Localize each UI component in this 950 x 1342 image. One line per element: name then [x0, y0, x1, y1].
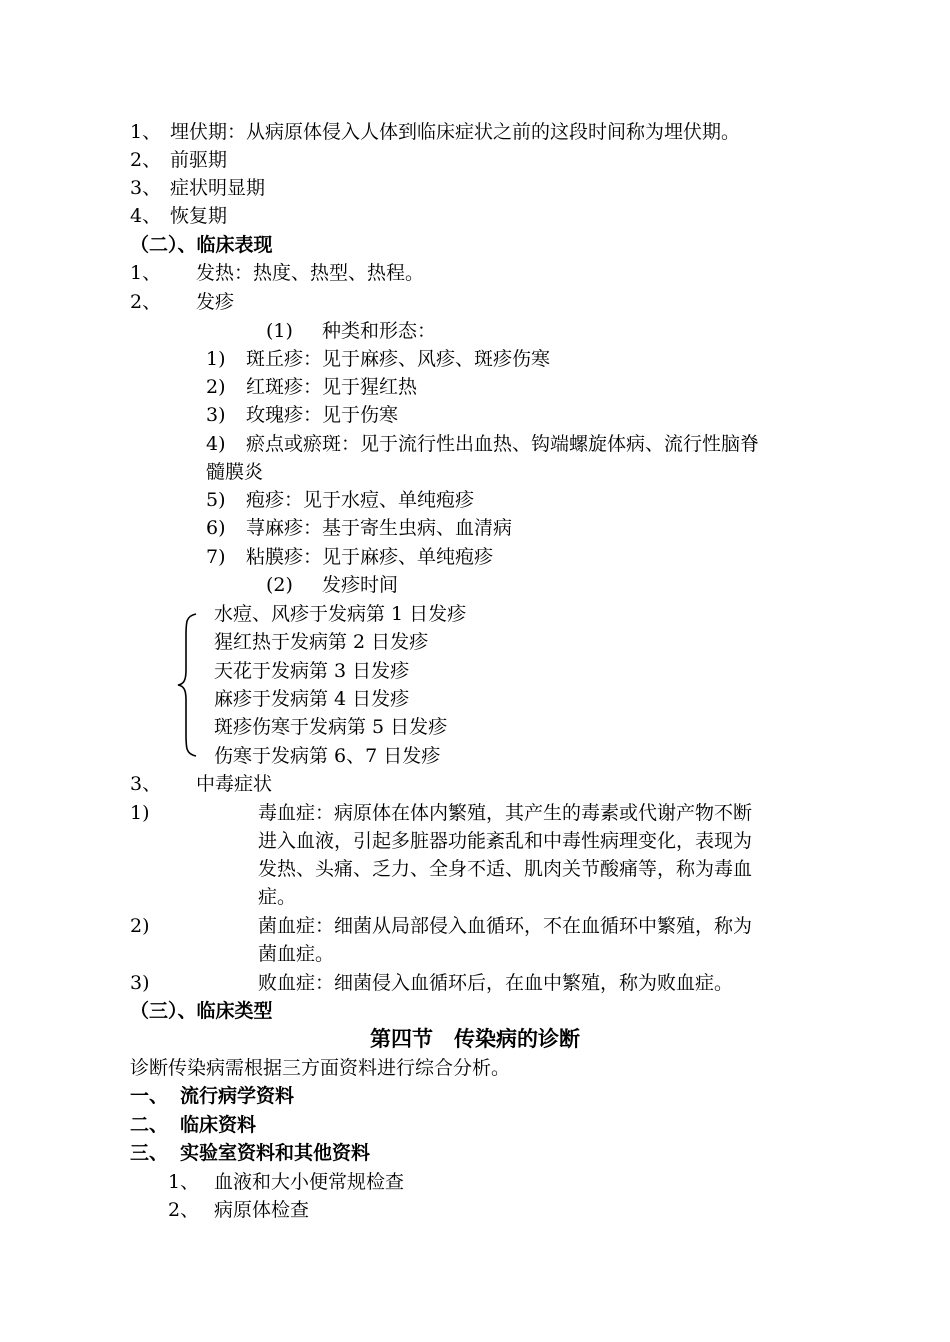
item-text: 斑丘疹：见于麻疹、风疹、斑疹伤寒 — [246, 348, 551, 370]
rash-type-item — [206, 543, 493, 571]
section-heading-clinical-manifestation: （二）、临床表现 — [130, 234, 273, 256]
toxic-item-line: 菌血症：细菌从局部侵入血循环，不在血循环中繁殖，称为 — [258, 915, 753, 937]
item-text: 实验室资料和其他资料 — [180, 1142, 371, 1164]
item-text: 中毒症状 — [196, 773, 273, 795]
diag-section-item — [130, 1139, 370, 1167]
diag-section-item — [130, 1082, 294, 1110]
toxic-item-line: 发热、头痛、乏力、全身不适、肌肉关节酸痛等，称为毒血 — [258, 858, 753, 880]
toxic-item-line: 菌血症。 — [258, 943, 335, 965]
toxic-item-number: 3) — [130, 972, 150, 994]
item-number: (1) — [266, 320, 293, 342]
item-text: 粘膜疹：见于麻疹、单纯疱疹 — [246, 546, 494, 568]
item-text: 红斑疹：见于猩红热 — [246, 376, 418, 398]
item-text: 发疹时间 — [322, 574, 399, 596]
rash-time-item: 伤寒于发病第 6、7 日发疹 — [214, 745, 441, 767]
item-number: 6) — [206, 517, 226, 539]
item-number: 2、 — [168, 1199, 200, 1221]
item-number: 2、 — [130, 291, 162, 313]
item-number: 二、 — [130, 1114, 169, 1136]
lab-item — [168, 1168, 404, 1196]
rash-time-item: 麻疹于发病第 4 日发疹 — [214, 688, 410, 710]
rash-type-item — [206, 486, 474, 514]
lab-item — [168, 1196, 309, 1224]
item-text: 荨麻疹：基于寄生虫病、血清病 — [246, 517, 513, 539]
section-intro: 诊断传染病需根据三方面资料进行综合分析。 — [130, 1057, 511, 1079]
section-title: 第四节 传染病的诊断 — [370, 1026, 580, 1051]
rash-item — [130, 288, 234, 316]
item-text: 临床资料 — [180, 1114, 257, 1136]
stage-number: 1、 — [130, 121, 162, 143]
toxic-symptoms-item — [130, 770, 272, 798]
toxic-item-line: 进入血液，引起多脏器功能紊乱和中毒性病理变化，表现为 — [258, 830, 753, 852]
stage-number: 3、 — [130, 177, 162, 199]
rash-time-item: 猩红热于发病第 2 日发疹 — [214, 631, 429, 653]
stage-text: 前驱期 — [170, 149, 228, 171]
toxic-item-number: 1) — [130, 802, 150, 824]
item-number: 1、 — [130, 262, 162, 284]
rash-time-item: 水痘、风疹于发病第 1 日发疹 — [214, 603, 467, 625]
stage-text: 症状明显期 — [170, 177, 266, 199]
rash-type-item — [206, 430, 759, 458]
item-text: 发疹 — [196, 291, 235, 313]
item-number: 一、 — [130, 1085, 169, 1107]
rash-type-item — [206, 514, 512, 542]
toxic-item-line: 败血症：细菌侵入血循环后，在血中繁殖，称为败血症。 — [258, 972, 734, 994]
item-text: 玫瑰疹：见于伤寒 — [246, 404, 399, 426]
item-text: 血液和大小便常规检查 — [214, 1171, 405, 1193]
toxic-item-line: 症。 — [258, 886, 297, 908]
item-text: 种类和形态： — [322, 320, 437, 342]
stage-item-4 — [130, 202, 227, 230]
rash-type-item — [206, 401, 398, 429]
item-text: 发热：热度、热型、热程。 — [196, 262, 425, 284]
toxic-item-line: 毒血症：病原体在体内繁殖，其产生的毒素或代谢产物不断 — [258, 802, 753, 824]
rash-time-heading — [266, 571, 398, 599]
stage-item-2 — [130, 146, 227, 174]
item-number: 1、 — [168, 1171, 200, 1193]
item-number: 4) — [206, 433, 226, 455]
rash-type-item — [206, 373, 417, 401]
item-number: 三、 — [130, 1142, 169, 1164]
fever-item — [130, 259, 424, 287]
item-number: (2) — [266, 574, 293, 596]
item-number: 5) — [206, 489, 226, 511]
rash-time-item: 天花于发病第 3 日发疹 — [214, 660, 410, 682]
section-heading-clinical-types: （三）、临床类型 — [130, 1000, 273, 1022]
rash-type-continuation: 髓膜炎 — [206, 461, 264, 483]
rash-time-item: 斑疹伤寒于发病第 5 日发疹 — [214, 716, 448, 738]
stage-text: 恢复期 — [170, 205, 228, 227]
diag-section-item — [130, 1111, 256, 1139]
stage-item-3 — [130, 174, 265, 202]
rash-type-item — [206, 345, 550, 373]
item-number: 2) — [206, 376, 226, 398]
item-number: 1) — [206, 348, 226, 370]
item-text: 疱疹：见于水痘、单纯疱疹 — [246, 489, 475, 511]
left-brace-icon — [176, 612, 198, 758]
rash-types-heading — [266, 317, 436, 345]
toxic-item-number: 2) — [130, 915, 150, 937]
item-text: 流行病学资料 — [180, 1085, 295, 1107]
stage-number: 4、 — [130, 205, 162, 227]
item-text: 病原体检查 — [214, 1199, 310, 1221]
item-text: 瘀点或瘀斑：见于流行性出血热、钩端螺旋体病、流行性脑脊 — [246, 433, 760, 455]
stage-item-1 — [130, 118, 740, 146]
stage-number: 2、 — [130, 149, 162, 171]
item-number: 3、 — [130, 773, 162, 795]
stage-text: 埋伏期：从病原体侵入人体到临床症状之前的这段时间称为埋伏期。 — [170, 121, 741, 143]
item-number: 7) — [206, 546, 226, 568]
item-number: 3) — [206, 404, 226, 426]
